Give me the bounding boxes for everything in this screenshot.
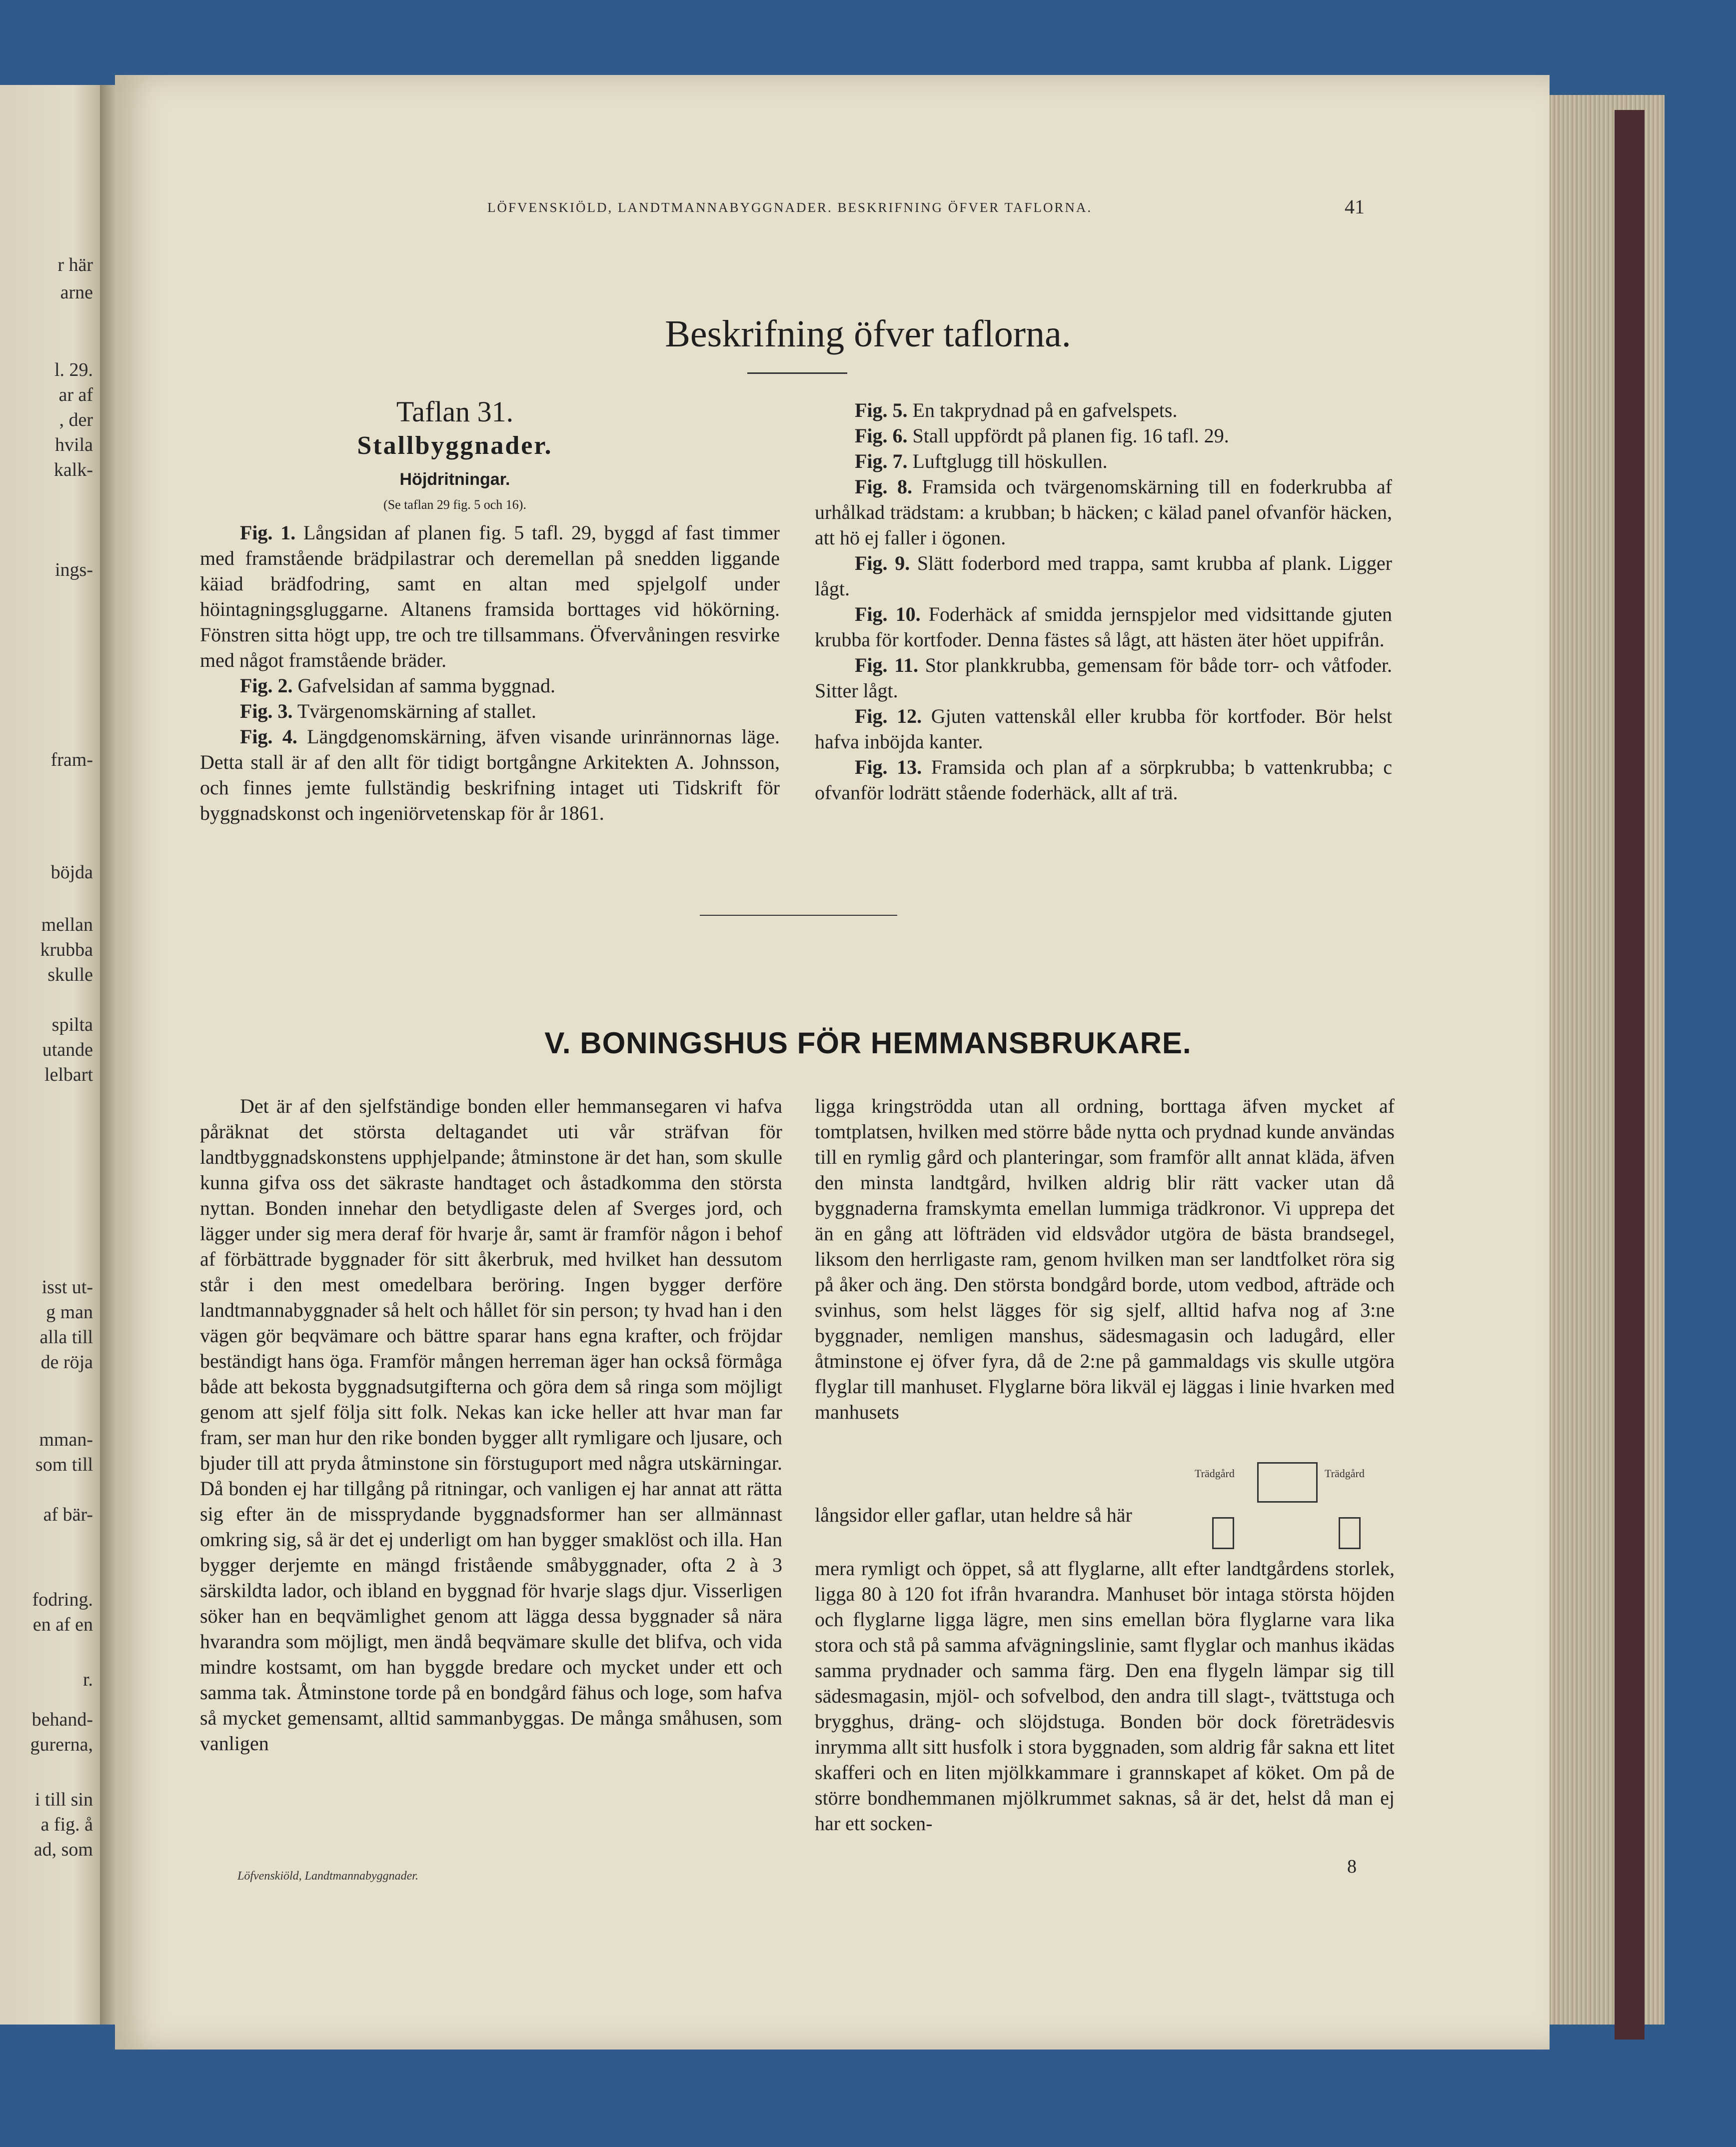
fig-text: Tvärgenomskärning af stallet. <box>292 700 536 722</box>
left-page-fragment: a fig. å <box>40 1814 93 1835</box>
right-fig-3 <box>815 448 1392 474</box>
diagram-label-left: Trädgård <box>1195 1467 1235 1480</box>
section-rule <box>700 915 897 916</box>
left-page-fragment: utande <box>42 1039 93 1060</box>
fig-label: Fig. 5. <box>855 399 908 421</box>
right-fig-1 <box>815 397 1392 423</box>
left-page-fragment: som till <box>35 1454 93 1475</box>
right-fig-7 <box>815 652 1392 703</box>
left-fig-3 <box>200 698 780 724</box>
footer-publication: Löfvenskiöld, Landtmannabyggnader. <box>237 1870 418 1883</box>
section-title: V. BONINGSHUS FÖR HEMMANSBRUKARE. <box>544 1026 1192 1060</box>
left-fig-2 <box>200 673 780 698</box>
left-page-fragment: ar af <box>58 384 93 405</box>
right-fig-9 <box>815 754 1392 805</box>
tafla-subheading: Stallbyggnader. <box>357 431 553 460</box>
right-fig-2 <box>815 423 1392 448</box>
left-page-fragment: alla till <box>39 1327 93 1348</box>
fig-text: Gafvelsidan af samma byggnad. <box>292 674 555 697</box>
fig-label: Fig. 9. <box>855 552 910 574</box>
right-figure-descriptions <box>815 397 1392 805</box>
tafla-reference: (Se taflan 29 fig. 5 och 16). <box>383 497 526 512</box>
body-right-column-top: ligga kringströdda utan all ordning, borttaga äfven mycket af tomtplatsen, hvilken med större både nytta och prydnad kunde användas till en rymlig gård och planteringar, som framför allt annat kläda, äfven den minsta landtgård, hvilken aldrig blir rätt vacker utan då byggnaderna framskymta emellan lummiga trädkronor. Vi upprepa det än en gång att löfträden vid eldsvådor utgöra de bästa brandsegel, liksom den herrligaste ram, genom hvilken man ser landtfolket röra sig på åker och äng. Den största bondgård borde, utom vedbod, afträde och svinhus, som helst lägges för sig sjelf, alltid hafva nog af 3:ne byggnader, nemligen manshus, sädesmagasin och ladugård, eller åtminstone ej öfver fyra, då de 2:ne på gammaldags vis skulle utgöra flyglar till manhuset. Flyglarne böra likväl ej läggas i linie hvarken med manhusets <box>815 1095 1395 1423</box>
left-page-fragment: fram- <box>50 749 93 770</box>
diagram-wing-right <box>1339 1517 1361 1549</box>
left-page-fragment: lelbart <box>44 1064 93 1085</box>
left-page-fragment: r här <box>57 254 93 275</box>
left-page-fragment: skulle <box>47 964 93 985</box>
tafla-subsubheading: Höjdritningar. <box>399 470 510 489</box>
book-cover-edge <box>1615 110 1645 2040</box>
fig-label: Fig. 8. <box>855 475 913 498</box>
fig-text: Längdgenomskärning, äfven visande urinrännornas läge. Detta stall är af den allt för tidigt bortgångne Arkitekten A. Johnsson, och finnes jemte fullständig beskrifning intaget uti Tidskrift för byggnadskonst och ingeniörvetenskap för år 1861. <box>200 725 780 824</box>
body-left-column: Det är af den sjelfständige bonden eller hemmansegaren vi hafva påräknat det största deltagandet uti vår sträfvan för landtbyggnadskonstens upphjelpande; åtminstone är det han, som skulle kunna gifva oss det säkraste handtaget och åstadkomma den största nyttan. Bonden innehar den betydligaste delen af Sverges jord, och lägger under sig mera deraf för hvarje år, samt är framför någon i behof af förbättrade byggnader för sitt åkerbruk, med hvilket han dessutom står i den mest omedelbara beröring. Ingen bygger derföre landtmannabyggnader så helt och hållet för sin person; ty hvad han i den vägen gör beqvämare och bättre sparar hans egna krafter, och fröjdar beständigt hans öga. Framför mången herreman äger han också förmåga både att bekosta byggnadsutgifterna och göra dem så ringa som möjligt genom att sjelf följa sitt folk. Nekas kan icke heller att hvar man far fram, ser man hur den rike bonden bygger allt rymligare och ljusare, och bjuder till att pryda åtminstone sin förstuguport med några utskärningar. Då bonden ej har tillgång på ritningar, och vanligen ej har annat att rätta sig efter än de missprydande byggnadsformer han ser allmännast omkring sig, så är det ej underligt om han bygger smaklöst och illa. Han bygger derjemte en mängd fristående småbyggnader, ofta 2 à 3 särskildta lador, och ibland en byggnad för hvarje slags djur. Visserligen söker han en beqvämlighet genom att lägga dessa byggnader så nära hvarandra som möjligt, men ändå beqvämare skulle det blifva, och vida mindre kostsamt, om han byggde bredare och mycket under ett och samma tak. Åtminstone torde på en bondgård fähus och loge, som hafva så mycket gemensamt, alltid sammanbyggas. De många småhusen, som vanligen <box>200 1095 782 1755</box>
diagram-inline-text: långsidor eller gaflar, utan heldre så här <box>815 1504 1132 1526</box>
left-page-fragment: böjda <box>50 862 93 883</box>
fig-label: Fig. 4. <box>240 725 297 748</box>
fig-text: Framsida och plan af a sörpkrubba; b vattenkrubba; c ofvanför lodrätt stående foderhäck, allt af trä. <box>815 756 1392 804</box>
fig-text: Stall uppfördt på planen fig. 16 tafl. 29. <box>907 424 1229 447</box>
fig-text: Foderhäck af smidda jernspjelor med vidsittande gjuten krubba för kortfoder. Denna fästes så lågt, att hästen äter höet uppifrån. <box>815 603 1392 651</box>
right-fig-8 <box>815 703 1392 754</box>
tafla-heading: Taflan 31. <box>396 395 514 428</box>
left-fig-1 <box>200 520 780 673</box>
fig-label: Fig. 6. <box>855 424 908 447</box>
fig-text: Gjuten vattenskål eller krubba för kortfoder. Bör helst hafva inböjda kanter. <box>815 705 1392 753</box>
left-page-fragment: l. 29. <box>54 359 93 380</box>
left-page-fragment: isst ut- <box>41 1277 93 1298</box>
left-page-fragment: mman- <box>39 1429 93 1450</box>
left-page-fragment: spilta <box>51 1014 93 1035</box>
page-title: Beskrifning öfver taflorna. <box>665 313 1071 355</box>
fig-label: Fig. 10. <box>855 603 921 625</box>
left-page-fragment: r. <box>82 1669 93 1690</box>
right-fig-4 <box>815 474 1392 550</box>
right-fig-6 <box>815 601 1392 652</box>
page-number: 41 <box>1345 195 1365 218</box>
left-figure-descriptions <box>200 520 780 826</box>
running-header: LÖFVENSKIÖLD, LANDTMANNABYGGNADER. BESKRIFNING ÖFVER TAFLORNA. <box>487 200 1093 215</box>
title-rule <box>747 372 847 374</box>
left-page-fragment: ad, som <box>33 1839 93 1860</box>
left-page-fragment: de röja <box>40 1352 93 1373</box>
left-fig-4 <box>200 724 780 826</box>
left-page-fragment: gurerna, <box>30 1734 93 1755</box>
fig-label: Fig. 13. <box>855 756 922 778</box>
left-page-fragment: fodring. <box>32 1589 93 1610</box>
left-page-fragment: g man <box>46 1302 93 1323</box>
left-page-fragment: , der <box>59 409 93 430</box>
fig-label: Fig. 3. <box>240 700 293 722</box>
fig-text: Slätt foderbord med trappa, samt krubba af plank. Ligger lågt. <box>815 552 1392 600</box>
left-page-fragment: ings- <box>55 559 93 580</box>
left-page-fragment: mellan <box>41 914 93 935</box>
left-page-fragment: kalk- <box>53 459 93 480</box>
diagram-wing-left <box>1212 1517 1234 1549</box>
fig-text: En takprydnad på en gafvelspets. <box>907 399 1178 421</box>
left-page-fragment: krubba <box>40 939 93 960</box>
diagram-main-house <box>1257 1462 1318 1503</box>
fig-text: Luftglugg till höskullen. <box>907 450 1108 472</box>
fig-label: Fig. 12. <box>855 705 922 727</box>
left-page-fragment: af bär- <box>43 1504 93 1525</box>
signature-mark: 8 <box>1347 1856 1357 1877</box>
fig-text: Stor plankkrubba, gemensam för både torr- och våtfoder. Sitter lågt. <box>815 654 1393 702</box>
left-page-fragment: behand- <box>31 1709 93 1730</box>
left-page-fragment: hvila <box>55 434 93 455</box>
fig-label: Fig. 2. <box>240 674 293 697</box>
fig-label: Fig. 7. <box>855 450 908 472</box>
left-page-fragment: en af en <box>32 1614 93 1635</box>
body-right-column-bottom: mera rymligt och öppet, så att flyglarne, allt efter landtgårdens storlek, ligga 80 à 120 fot ifrån hvarandra. Manhuset bör intaga största höjden och flyglarne ligga lägre, men sins emellan böra flyglarne vara lika stora och stå på samma afvägningslinie, samt flyglar och manhus ikädas samma prydnader och samma färg. Den ena flygeln lämpar sig till sädesmagasin, mjöl- och sofvelbod, den andra till slagt-, tvättstuga och brygghus, dräng- och slöjdstuga. Bonden bör dock företrädesvis inrymma allt sitt husfolk i stora byggnaden, som aldrig får sakna ett litet skafferi och en liten mjölkkammare i grannskapet af köket. Om på de större bondhemmanen mjölkrummet saknas, så är det, helst då man ej har ett socken- <box>815 1557 1395 1835</box>
fig-text: Framsida och tvärgenomskärning till en foderkrubba af urhålkad trädstam: a krubban; b häcken; c kälad panel ofvanför häcken, att hö ej faller i ögonen. <box>815 475 1392 549</box>
diagram-label-right: Trädgård <box>1325 1467 1365 1480</box>
fig-label: Fig. 11. <box>855 654 918 676</box>
left-page-fragment: i till sin <box>34 1789 93 1810</box>
fig-label: Fig. 1. <box>240 521 296 544</box>
right-fig-5 <box>815 550 1392 601</box>
fig-text: Långsidan af planen fig. 5 tafl. 29, byggd af fast timmer med framstående brädpilastrar och deremellan på snedden liggande käiad brädfodring, samt en altan med spjelgolf under höintagningsgluggarne. Altanens framsida borttages vid hökörning. Fönstren sitta högt upp, tre och tre tillsammans. Öfvervåningen resvirke med något framstående bräder. <box>200 521 780 671</box>
left-page-fragment: arne <box>60 282 93 303</box>
